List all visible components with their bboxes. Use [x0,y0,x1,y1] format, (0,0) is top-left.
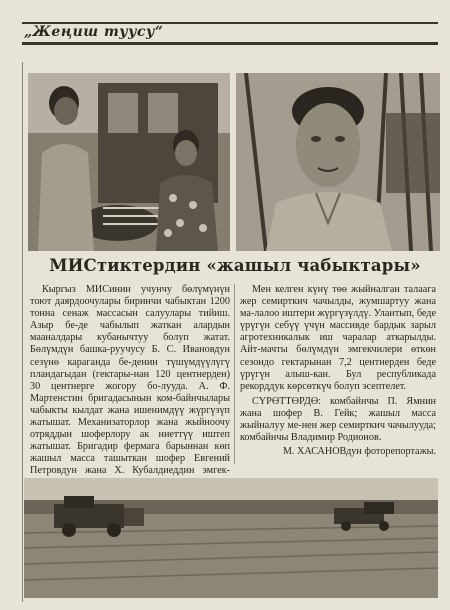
article-paragraph: Мен келген күнү төө жыйналган талаага жер семирткич чачылды, жумшартуу жана ма-лалоо иштери жүргүзүлдү. Улантып, беде үрүгүн себүү үчүн массивде бардык зарыл агротехникалык иш чаралар аткарылды. Айт-мачты бөлүмдүн эмгекчилери өткөн сезондо гектарынан 7,2 центнерден беде үрүгүн алыш-кан. Бул республикада рекорддук көрсөткүч болуп эсептелет. [240,284,436,392]
header-rule-bottom [22,42,438,45]
article-column-left [30,284,230,492]
section-header [22,20,438,46]
photo-combine-operator-portrait [236,73,440,251]
photo-field-harvest [24,478,438,598]
article-column-right [240,284,436,460]
article-paragraph: Кыргыз МИСинин учунчу бөлүмүнүн тоют даярдоочулары биринчи чабыктан 1200 тонна сенаж массасын салуулары тийиш. Азыр бе-де чабылып жаткан алардын мааналдары кубанычтуу болуп жатат. Бөлүмдүн башка-руучусу Б. С. Ивановдун сезүнө караганда бе-денин түшүмдүүлүгү пландагыдан (гектары-нан 120 центнерден) 30 центнерге жогору бо-лууда. А. Ф. Мартенстин бригадасынын ком-байнчылары чабыкты кылдат жана ишенимдүү жүргүзүп жатышат. Механизаторлор жана жыйноочу отряддын шоферлору ак ниеттүү иштеп жатышат. Бригадир фермага барыннан көп жашыл масса ташыткан шофер Евгений Петровдун жана Х. Кубалдиеддин эмгек- [30,284,230,477]
photo-combine-operators [28,73,230,251]
section-rubric: „Жеңиш туусу“ [24,24,169,40]
photo-caption: СҮРӨТТӨРДӨ: комбайнчы П. Ямнин жана шофер В. Гейк; жашыл масса жыйналуу ме-нен жер семирткич чачылууда; комбайнчы Владимир Родионов. [240,395,436,444]
photo-credit: М. ХАСАНОВдун фоторепортажы. [282,446,436,458]
column-divider [234,284,235,464]
article-headline: МИСтиктердин «жашыл чабыктары» [49,256,421,275]
